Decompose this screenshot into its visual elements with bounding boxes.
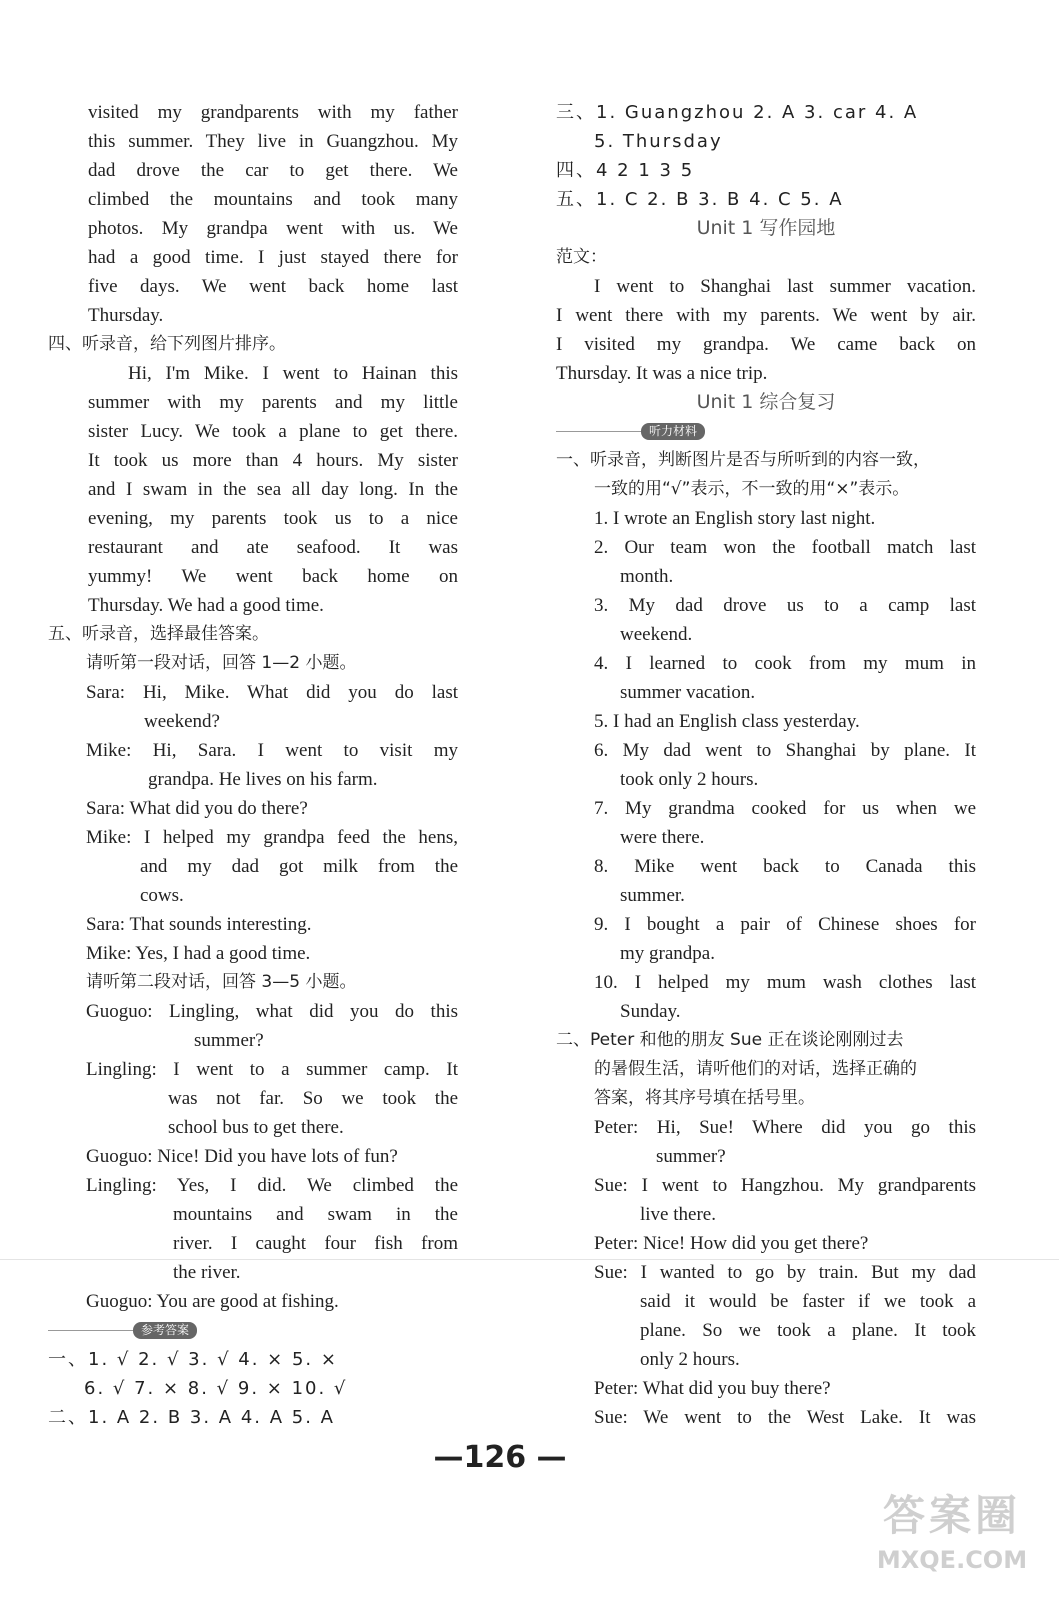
listening-item: 9. I bought a pair of Chinese shoes for [594,914,976,935]
dialog-line: was not far. So we took the [168,1088,458,1109]
dialog-line: Sue: I wanted to go by train. But my dad [594,1262,976,1283]
dialog-line: mountains and swam in the [173,1204,458,1225]
listening-item: 3. My dad drove us to a camp last [594,595,976,616]
answer-tag: 参考答案 [133,1322,197,1339]
passage-line: five days. We went back home last [88,276,458,297]
dialog-line: Guoguo: You are good at fishing. [86,1291,339,1312]
left-column [48,98,458,1432]
listening-tag: 听力材料 [641,423,705,440]
page-number: —126 — [433,1440,567,1475]
listening-item: 2. Our team won the football match last [594,537,976,558]
section-1-title: 一致的用“√”表示，不一致的用“×”表示。 [594,479,910,499]
dialog-line: and my dad got milk from the [140,856,458,877]
listening-item: took only 2 hours. [620,769,759,790]
listening-item: weekend. [620,624,693,645]
answer-line: 三、1. Guangzhou 2. A 3. car 4. A [556,102,919,123]
sample-label: 范文： [556,247,607,267]
listening-item: month. [620,566,674,587]
section-4-line: restaurant and ate seafood. It was [88,537,458,558]
section-4-line: summer with my parents and my little [88,392,458,413]
listening-item: 6. My dad went to Shanghai by plane. It [594,740,976,761]
dialog-line: cows. [140,885,184,906]
dialog-line: Mike: Yes, I had a good time. [86,943,311,964]
section-4-title: 四、听录音，给下列图片排序。 [48,334,286,354]
section-4-line: evening, my parents took us to a nice [88,508,458,529]
listening-item: 8. Mike went back to Canada this [594,856,976,877]
section-5-note: 请听第一段对话，回答 1—2 小题。 [86,653,357,673]
page-fold-line [0,1259,1059,1260]
watermark-url: MXQE.COM [876,1546,1028,1574]
passage-line: Thursday. [88,305,164,326]
section-4-line: sister Lucy. We took a plane to get there. [88,421,458,442]
listening-item: were there. [620,827,705,848]
divider [556,431,641,432]
listening-item: 5. I had an English class yesterday. [594,711,860,732]
watermark-text: 答案圈 [882,1491,1021,1540]
dialog-line: Sara: Hi, Mike. What did you do last [86,682,458,703]
section-4-line: Hi, I'm Mike. I went to Hainan this [128,363,458,384]
section-4-line: and I swam in the sea all day long. In the [88,479,458,500]
passage-line: this summer. They live in Guangzhou. My [88,131,458,152]
answer-tag-row [48,1316,458,1345]
dialog-line: live there. [640,1204,716,1225]
passage-line: climbed the mountains and took many [88,189,458,210]
section-4-line: Thursday. We had a good time. [88,595,324,616]
listening-tag-row [556,417,976,446]
divider [48,1330,133,1331]
answer-line: 二、1. A 2. B 3. A 4. A 5. A [48,1407,335,1428]
dialog-line: Lingling: Yes, I did. We climbed the [86,1175,458,1196]
dialog-line: only 2 hours. [640,1349,740,1370]
answer-line: 6. √ 7. × 8. √ 9. × 10. √ [84,1378,348,1399]
section-4-line: yummy! We went back home on [88,566,458,587]
writing-heading: Unit 1 写作园地 [696,217,836,239]
passage-line: visited my grandparents with my father [88,102,458,123]
dialog-line: said it would be faster if we took a [640,1291,976,1312]
dialog-line: school bus to get there. [168,1117,344,1138]
dialog-line: weekend? [144,711,220,732]
dialog-line: grandpa. He lives on his farm. [148,769,378,790]
passage-line: photos. My grandpa went with us. We [88,218,458,239]
dialog-line: Guoguo: Nice! Did you have lots of fun? [86,1146,398,1167]
answer-line: 一、1. √ 2. √ 3. √ 4. × 5. × [48,1349,338,1370]
dialog-line: Peter: Nice! How did you get there? [594,1233,869,1254]
listening-item: 1. I wrote an English story last night. [594,508,876,529]
dialog-line: Sue: We went to the West Lake. It was [594,1407,976,1428]
dialog-line: the river. [173,1262,241,1283]
right-column [556,98,976,1432]
dialog-line: Lingling: I went to a summer camp. It [86,1059,458,1080]
dialog-line: Mike: Hi, Sara. I went to visit my [86,740,458,761]
sample-line: I visited my grandpa. We came back on [556,334,976,355]
dialog-line: Sara: What did you do there? [86,798,308,819]
section-5-title: 五、听录音，选择最佳答案。 [48,624,269,644]
dialog-line: river. I caught four fish from [173,1233,458,1254]
section-2-title: 答案，将其序号填在括号里。 [594,1088,815,1108]
watermark-logo [862,1488,1042,1588]
passage-line: had a good time. I just stayed there for [88,247,458,268]
listening-item: 10. I helped my mum wash clothes last [594,972,976,993]
section-1-title: 一、听录音，判断图片是否与所听到的内容一致， [556,450,930,470]
listening-item: 4. I learned to cook from my mum in [594,653,976,674]
listening-item: 7. My grandma cooked for us when we [594,798,976,819]
listening-item: my grandpa. [620,943,715,964]
dialog-line: Peter: What did you buy there? [594,1378,831,1399]
section-2-title: 二、Peter 和他的朋友 Sue 正在谈论刚刚过去 [556,1030,904,1050]
review-heading: Unit 1 综合复习 [696,391,836,413]
section-5-note: 请听第二段对话，回答 3—5 小题。 [86,972,357,992]
section-2-title: 的暑假生活，请听他们的对话，选择正确的 [594,1059,917,1079]
sample-line: Thursday. It was a nice trip. [556,363,768,384]
dialog-line: summer? [194,1030,264,1051]
answer-line: 五、1. C 2. B 3. B 4. C 5. A [556,189,844,210]
listening-item: Sunday. [620,1001,681,1022]
listening-item: summer. [620,885,685,906]
dialog-line: Sue: I went to Hangzhou. My grandparents [594,1175,976,1196]
dialog-line: Mike: I helped my grandpa feed the hens, [86,827,458,848]
sample-line: I went to Shanghai last summer vacation. [594,276,976,297]
dialog-line: plane. So we took a plane. It took [640,1320,976,1341]
dialog-line: summer? [656,1146,726,1167]
dialog-line: Peter: Hi, Sue! Where did you go this [594,1117,976,1138]
passage-line: dad drove the car to get there. We [88,160,458,181]
section-4-line: It took us more than 4 hours. My sister [88,450,458,471]
listening-item: summer vacation. [620,682,756,703]
answer-line: 四、4 2 1 3 5 [556,160,695,181]
answer-line: 5. Thursday [594,131,723,152]
sample-line: I went there with my parents. We went by air. [556,305,976,326]
dialog-line: Guoguo: Lingling, what did you do this [86,1001,458,1022]
dialog-line: Sara: That sounds interesting. [86,914,312,935]
